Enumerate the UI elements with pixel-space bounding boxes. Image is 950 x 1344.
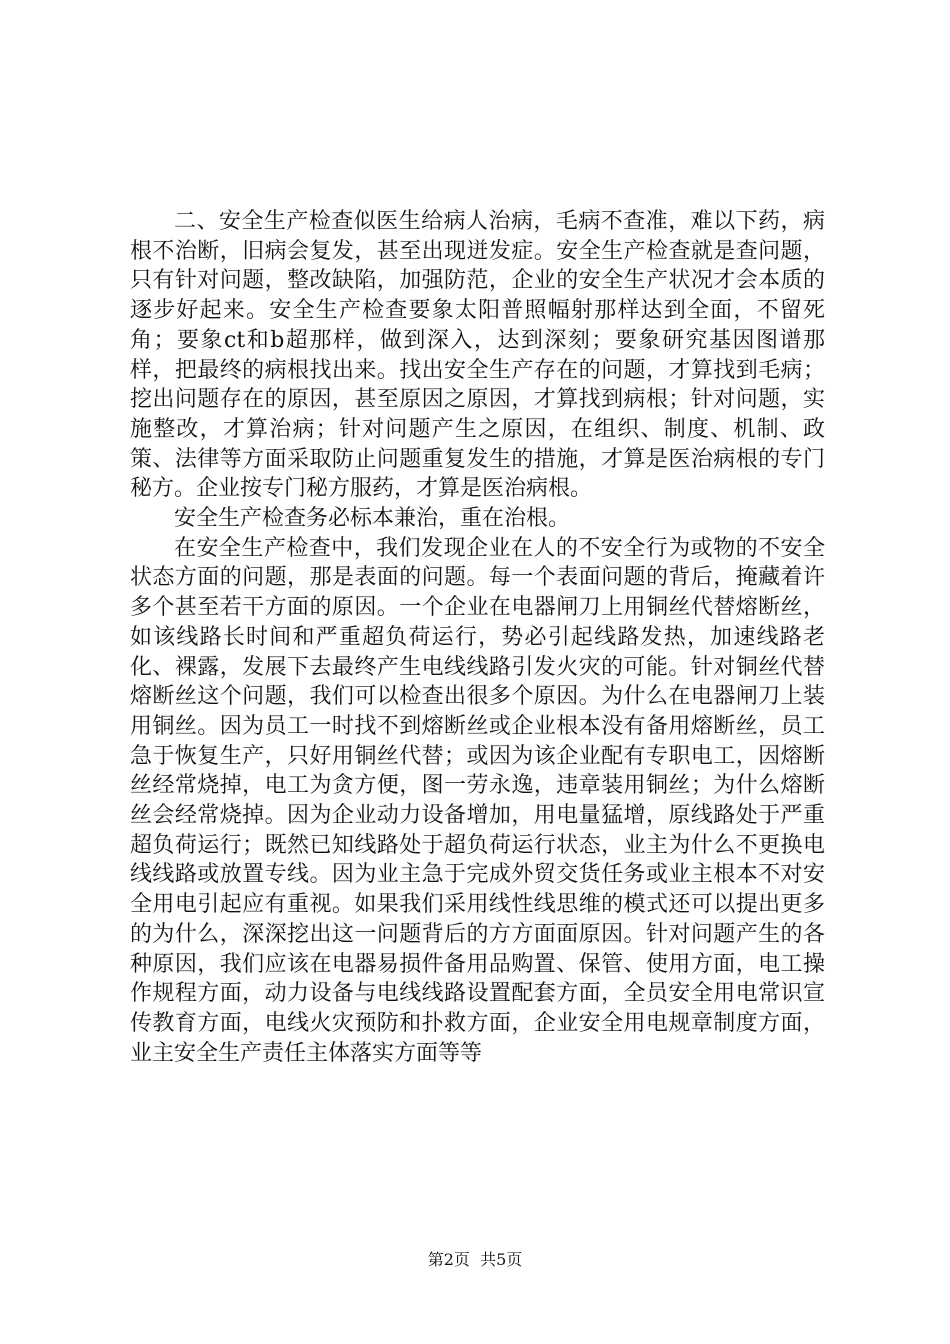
paragraph-2: 安全生产检查务必标本兼治，重在治根。 (174, 506, 571, 532)
paragraph-1: 二、安全生产检查似医生给病人治病，毛病不查准，难以下药，病根不治断，旧病会复发，甚至出现迸发症。安全生产检查就是查问题，只有针对问题，整改缺陷，加强防范，企业的安全生产状况才会本质的逐步好起来。安全生产检查要象太阳普照幅射那样达到全面，不留死角；要象ct和b超那样，做到深入，达到深刻；要象研究基因图谱那样，把最终的病根找出来。找出安全生产存在的问题，才算找到毛病；挖出问题存在的原因，甚至原因之原因，才算找到病根；针对问题，实施整改，才算治病；针对问题产生之原因，在组织、制度、机制、政策、法律等方面采取防止问题重复发生的措施，才算是医治病根的专门秘方。企业按专门秘方服药，才算是医治病根。 (130, 209, 825, 502)
page-footer: 第2页 共5页 (427, 1250, 523, 1269)
paragraph-3: 在安全生产检查中，我们发现企业在人的不安全行为或物的不安全状态方面的问题，那是表面的问题。每一个表面问题的背后，掩藏着许多个甚至若干方面的原因。一个企业在电器闸刀上用铜丝代替熔断丝，如该线路长时间和严重超负荷运行，势必引起线路发热，加速线路老化、裸露，发展下去最终产生电线线路引发火灾的可能。针对铜丝代替熔断丝这个问题，我们可以检查出很多个原因。为什么在电器闸刀上装用铜丝。因为员工一时找不到熔断丝或企业根本没有备用熔断丝，员工急于恢复生产，只好用铜丝代替；或因为该企业配有专职电工，因熔断丝经常烧掉，电工为贪方便，图一劳永逸，违章装用铜丝；为什么熔断丝会经常烧掉。因为企业动力设备增加，用电量猛增，原线路处于严重超负荷运行；既然已知线路处于超负荷运行状态，业主为什么不更换电线线路或放置专线。因为业主急于完成外贸交货任务或业主根本不对安全用电引起应有重视。如果我们采用线性线思维的模式还可以提出更多的为什么，深深挖出这一问题背后的方方面面原因。针对问题产生的各种原因，我们应该在电器易损件备用品购置、保管、使用方面，电工操作规程方面，动力设备与电线线路设置配套方面，全员安全用电常识宣传教育方面，电线火灾预防和扑救方面，企业安全用电规章制度方面，业主安全生产责任主体落实方面等等 (130, 535, 825, 1066)
document-body (130, 207, 825, 1068)
